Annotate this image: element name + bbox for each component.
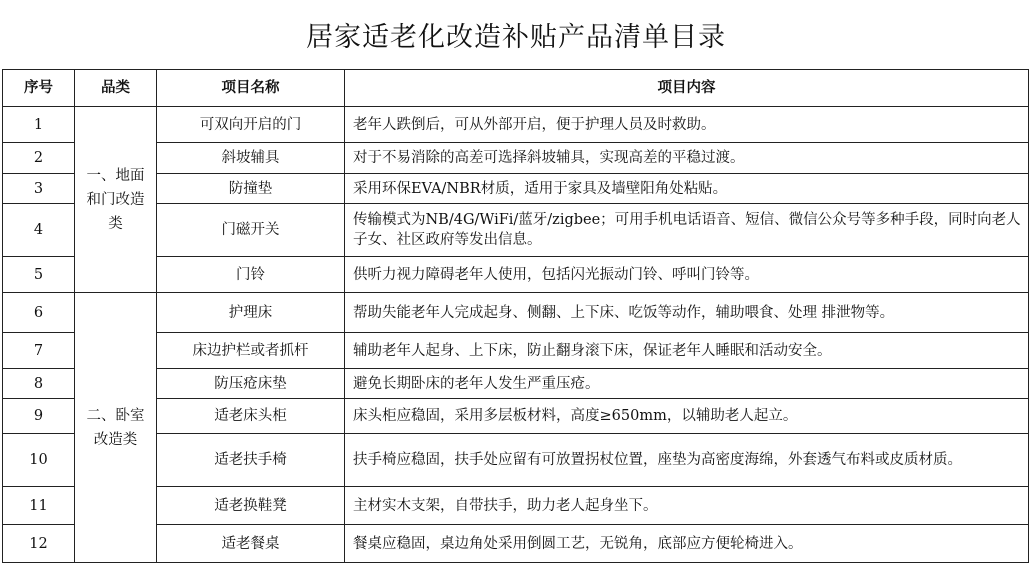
row-item-content: 传输模式为NB/4G/WiFi/蓝牙/zigbee；可用手机电话语音、短信、微信公众号等多种手段，同时向老人子女、社区政府等发出信息。 bbox=[345, 204, 1029, 257]
row-item-name: 床边护栏或者抓杆 bbox=[157, 333, 345, 369]
row-item-name: 适老餐桌 bbox=[157, 525, 345, 563]
table-row bbox=[3, 293, 1029, 333]
table-row bbox=[3, 525, 1029, 563]
row-item-content: 老年人跌倒后，可从外部开启，便于护理人员及时救助。 bbox=[345, 107, 1029, 143]
row-item-content: 扶手椅应稳固，扶手处应留有可放置拐杖位置，座垫为高密度海绵，外套透气布料或皮质材质。 bbox=[345, 434, 1029, 487]
row-no: 9 bbox=[3, 399, 75, 434]
row-item-name: 可双向开启的门 bbox=[157, 107, 345, 143]
row-item-name: 门铃 bbox=[157, 257, 345, 293]
row-no: 4 bbox=[3, 204, 75, 257]
row-item-content: 主材实木支架，自带扶手，助力老人起身坐下。 bbox=[345, 487, 1029, 525]
row-item-name: 适老换鞋凳 bbox=[157, 487, 345, 525]
row-no: 12 bbox=[3, 525, 75, 563]
header-item-name: 项目名称 bbox=[157, 70, 345, 107]
row-item-name: 门磁开关 bbox=[157, 204, 345, 257]
table-row bbox=[3, 434, 1029, 487]
row-item-name: 斜坡辅具 bbox=[157, 143, 345, 174]
row-item-content: 辅助老年人起身、上下床，防止翻身滚下床，保证老年人睡眠和活动安全。 bbox=[345, 333, 1029, 369]
category-cell: 一、地面和门改造类 bbox=[75, 107, 157, 293]
row-item-name: 适老床头柜 bbox=[157, 399, 345, 434]
product-table bbox=[2, 69, 1029, 563]
row-no: 5 bbox=[3, 257, 75, 293]
page-title: 居家适老化改造补贴产品清单目录 bbox=[306, 22, 726, 53]
row-no: 10 bbox=[3, 434, 75, 487]
row-item-content: 帮助失能老年人完成起身、侧翻、上下床、吃饭等动作，辅助喂食、处理 排泄物等。 bbox=[345, 293, 1029, 333]
row-no: 11 bbox=[3, 487, 75, 525]
table-row bbox=[3, 399, 1029, 434]
header-category: 品类 bbox=[75, 70, 157, 107]
row-item-content: 采用环保EVA/NBR材质，适用于家具及墙壁阳角处粘贴。 bbox=[345, 174, 1029, 204]
table-row bbox=[3, 143, 1029, 174]
row-no: 1 bbox=[3, 107, 75, 143]
table-header-row bbox=[3, 70, 1029, 107]
row-no: 8 bbox=[3, 369, 75, 399]
header-no: 序号 bbox=[3, 70, 75, 107]
header-item-content: 项目内容 bbox=[345, 70, 1029, 107]
row-item-name: 防压疮床垫 bbox=[157, 369, 345, 399]
row-item-content: 床头柜应稳固，采用多层板材料，高度≥650mm，以辅助老人起立。 bbox=[345, 399, 1029, 434]
row-item-content: 供听力视力障碍老年人使用，包括闪光振动门铃、呼叫门铃等。 bbox=[345, 257, 1029, 293]
row-item-name: 适老扶手椅 bbox=[157, 434, 345, 487]
row-no: 3 bbox=[3, 174, 75, 204]
row-item-content: 避免长期卧床的老年人发生严重压疮。 bbox=[345, 369, 1029, 399]
row-item-name: 护理床 bbox=[157, 293, 345, 333]
table-row bbox=[3, 257, 1029, 293]
table-row bbox=[3, 107, 1029, 143]
category-cell: 二、卧室改造类 bbox=[75, 293, 157, 563]
row-item-name: 防撞垫 bbox=[157, 174, 345, 204]
table-row bbox=[3, 487, 1029, 525]
row-item-content: 餐桌应稳固，桌边角处采用倒圆工艺，无锐角，底部应方便轮椅进入。 bbox=[345, 525, 1029, 563]
table-row bbox=[3, 369, 1029, 399]
row-no: 7 bbox=[3, 333, 75, 369]
table-row bbox=[3, 333, 1029, 369]
table-row bbox=[3, 174, 1029, 204]
row-item-content: 对于不易消除的高差可选择斜坡辅具，实现高差的平稳过渡。 bbox=[345, 143, 1029, 174]
row-no: 6 bbox=[3, 293, 75, 333]
row-no: 2 bbox=[3, 143, 75, 174]
table-row bbox=[3, 204, 1029, 257]
